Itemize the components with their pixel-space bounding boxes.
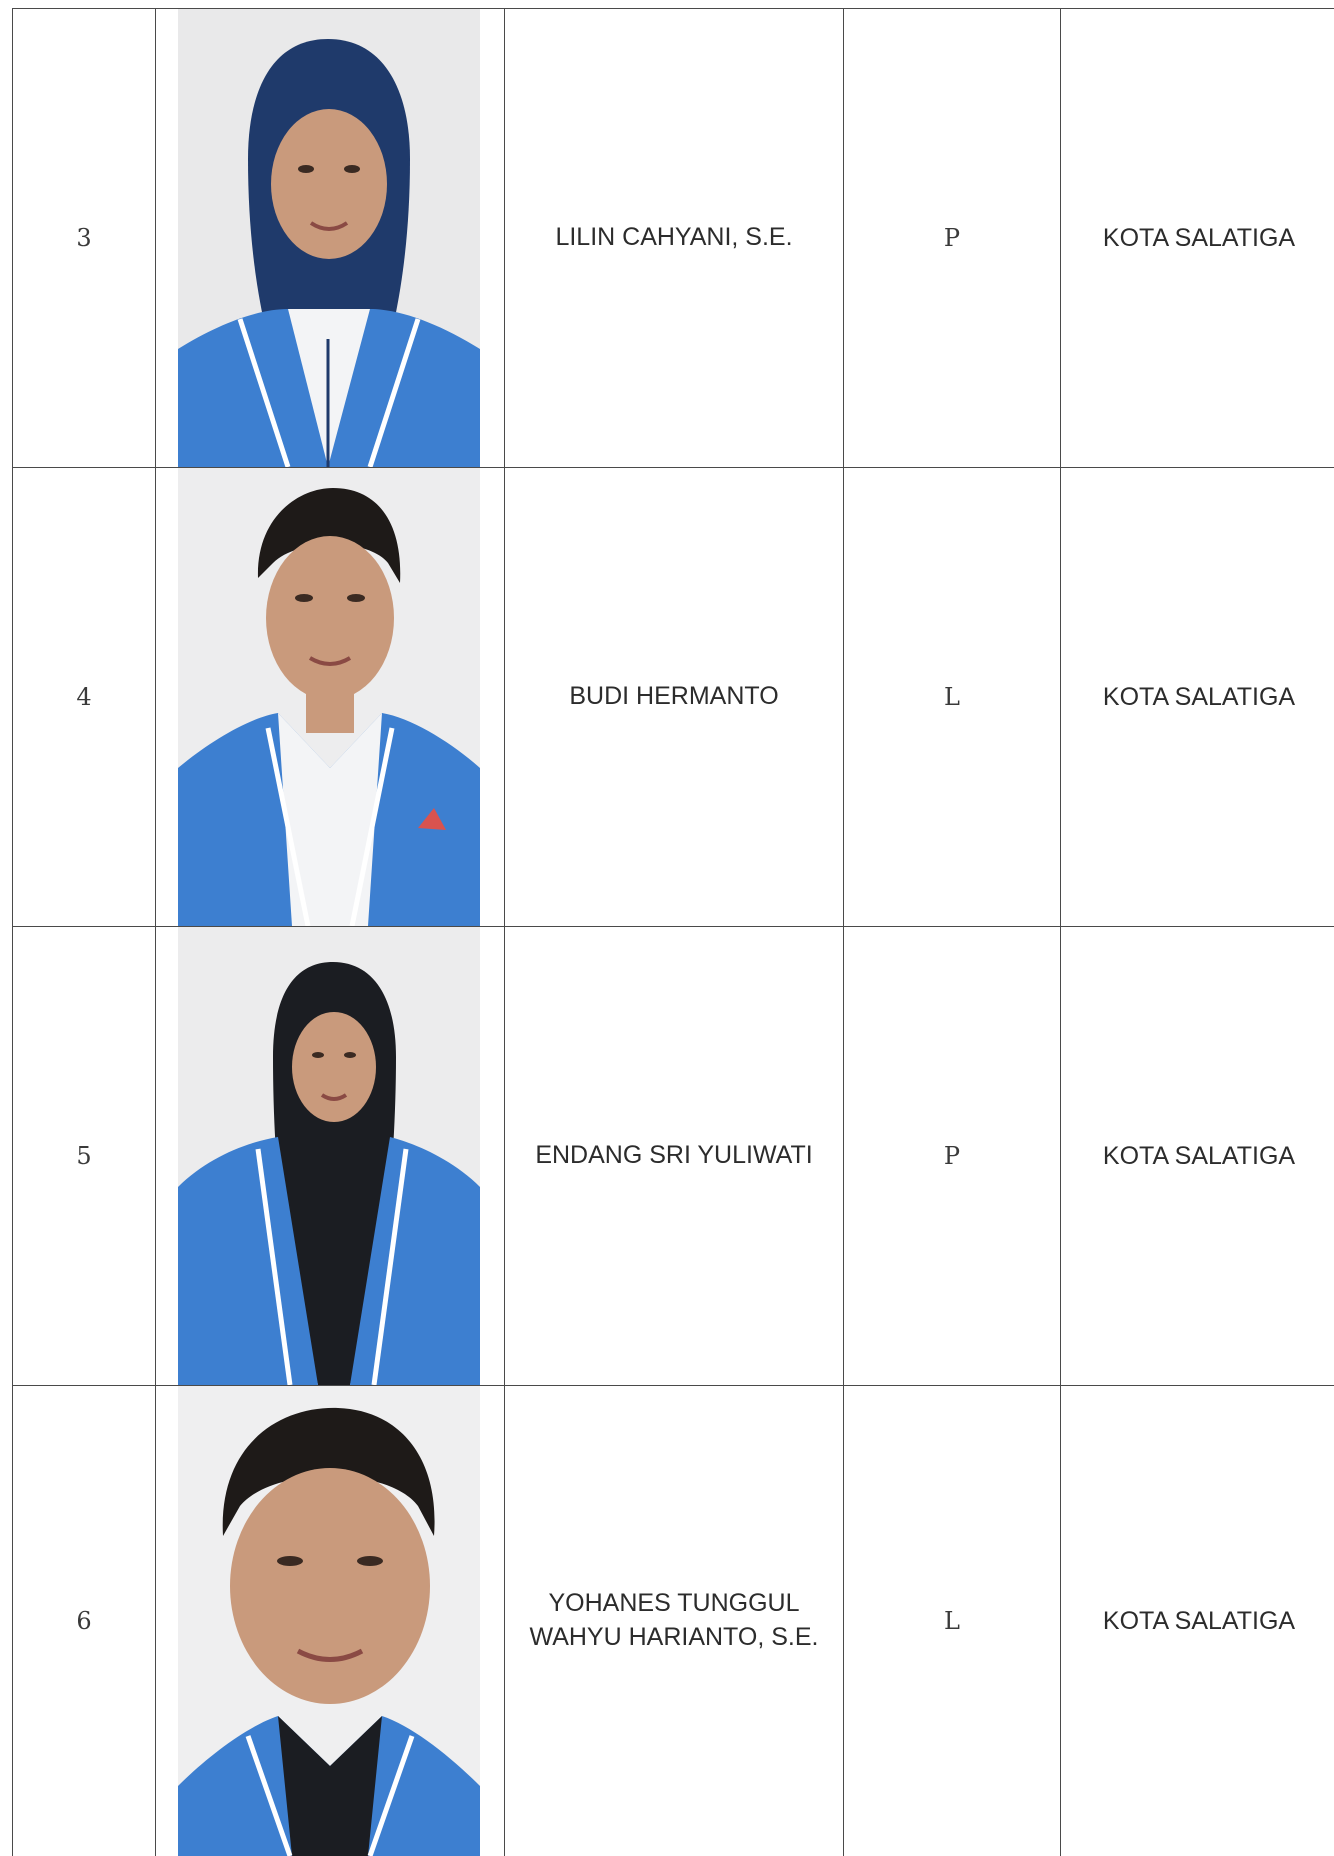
candidate-region: KOTA SALATIGA (1103, 224, 1295, 252)
region-cell (1061, 927, 1334, 1386)
candidate-photo (178, 1386, 480, 1856)
table-row (13, 1386, 1334, 1856)
number-cell (13, 468, 156, 927)
region-cell (1061, 468, 1334, 927)
gender-cell (844, 927, 1061, 1386)
table-row (13, 927, 1334, 1386)
candidate-table (12, 8, 1334, 1856)
candidate-number: 3 (76, 224, 91, 252)
number-cell (13, 9, 156, 468)
table-row (13, 468, 1334, 927)
name-cell (505, 927, 844, 1386)
candidate-name: LILIN CAHYANI, S.E. (529, 221, 819, 255)
number-cell (13, 1386, 156, 1856)
region-cell (1061, 9, 1334, 468)
name-cell (505, 468, 844, 927)
region-cell (1061, 1386, 1334, 1856)
name-cell (505, 9, 844, 468)
photo-cell (156, 9, 505, 468)
gender-cell (844, 1386, 1061, 1856)
candidate-region: KOTA SALATIGA (1103, 683, 1295, 711)
candidate-name: ENDANG SRI YULIWATI (529, 1139, 819, 1173)
gender-cell (844, 9, 1061, 468)
candidate-region: KOTA SALATIGA (1103, 1142, 1295, 1170)
table-row (13, 9, 1334, 468)
candidate-photo (178, 9, 480, 467)
photo-cell (156, 1386, 505, 1856)
candidate-name: YOHANES TUNGGUL WAHYU HARIANTO, S.E. (529, 1587, 819, 1655)
candidate-photo (178, 927, 480, 1385)
photo-cell (156, 927, 505, 1386)
name-cell (505, 1386, 844, 1856)
candidate-gender: L (944, 683, 960, 711)
candidate-number: 6 (76, 1607, 91, 1635)
candidate-photo (178, 468, 480, 926)
gender-cell (844, 468, 1061, 927)
candidate-number: 5 (76, 1142, 91, 1170)
candidate-region: KOTA SALATIGA (1103, 1607, 1295, 1635)
candidate-gender: P (944, 224, 960, 252)
candidate-gender: P (944, 1142, 960, 1170)
photo-cell (156, 468, 505, 927)
number-cell (13, 927, 156, 1386)
candidate-gender: L (944, 1607, 960, 1635)
candidate-name: BUDI HERMANTO (529, 680, 819, 714)
candidate-number: 4 (76, 683, 91, 711)
